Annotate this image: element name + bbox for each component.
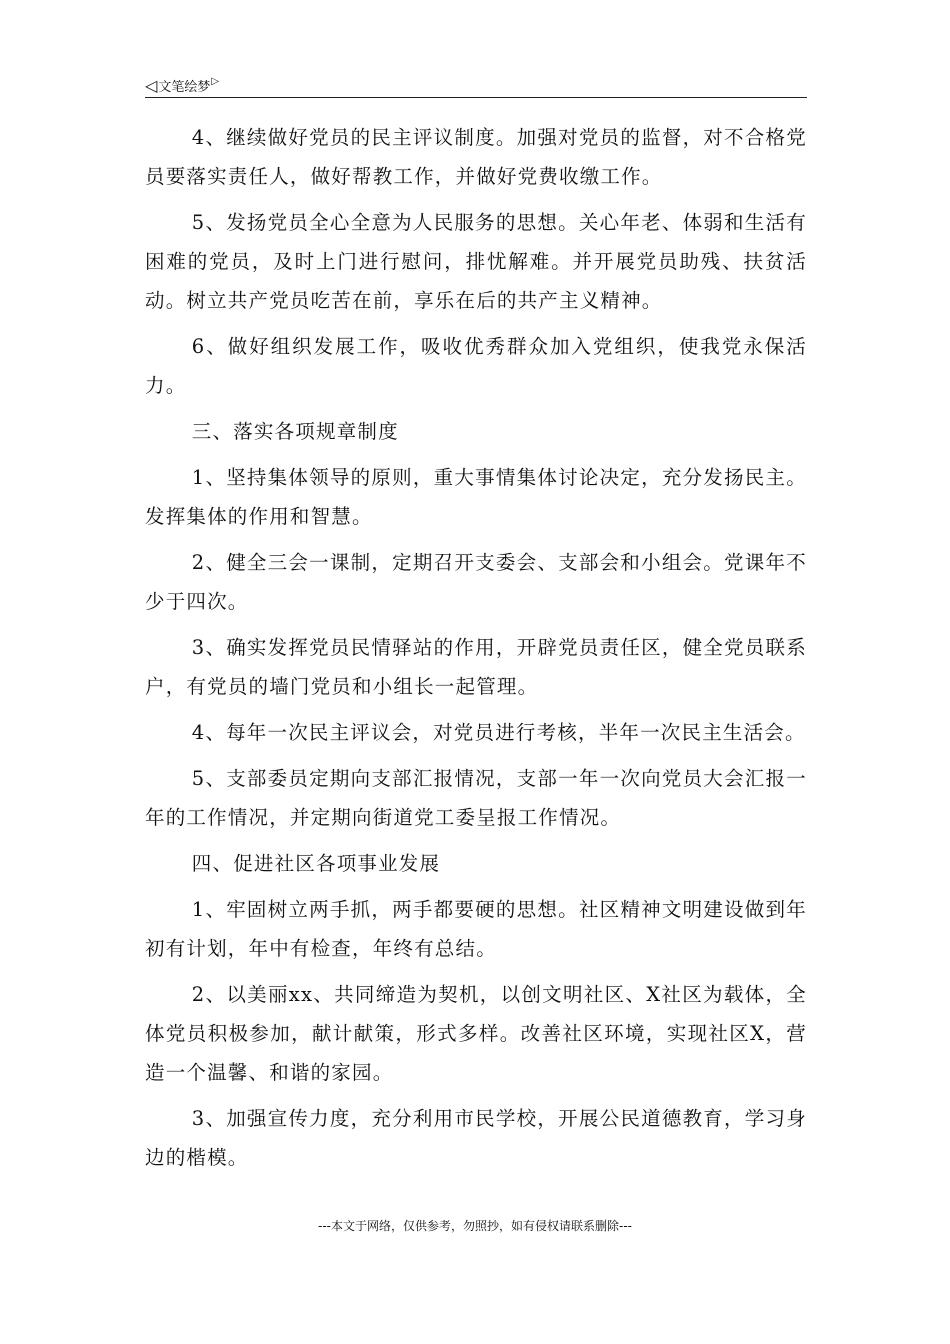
- paragraph: 2、以美丽xx、共同缔造为契机，以创文明社区、X社区为载体，全体党员积极参加，献计献策，形式多样。改善社区环境，实现社区X，营造一个温馨、和谐的家园。: [145, 983, 807, 1084]
- paragraph: 5、支部委员定期向支部汇报情况，支部一年一次向党员大会汇报一年的工作情况，并定期向街道党工委呈报工作情况。: [145, 767, 807, 829]
- paragraph: 1、坚持集体领导的原则，重大事情集体讨论决定，充分发扬民主。发挥集体的作用和智慧。: [145, 466, 807, 528]
- header-title: 文笔绘梦: [158, 80, 211, 95]
- section-heading: 四、促进社区各项事业发展: [191, 852, 441, 875]
- header-rule: [145, 97, 807, 98]
- section-heading: 三、落实各项规章制度: [191, 420, 399, 443]
- paragraph: 6、做好组织发展工作，吸收优秀群众加入党组织，使我党永保活力。: [145, 335, 807, 397]
- document-body: [145, 118, 807, 1184]
- page-footer: ---本文于网络，仅供参考，勿照抄，如有侵权请联系删除---: [318, 1219, 632, 1233]
- paragraph: 3、确实发挥党员民情驿站的作用，开辟党员责任区，健全党员联系户，有党员的墙门党员和小组长一起管理。: [145, 636, 807, 698]
- paragraph: 1、牢固树立两手抓，两手都要硬的思想。社区精神文明建设做到年初有计划，年中有检查，年终有总结。: [145, 898, 807, 960]
- left-triangle-icon: ◁: [145, 75, 158, 95]
- paragraph: 2、健全三会一课制，定期召开支委会、支部会和小组会。党课年不少于四次。: [145, 551, 807, 613]
- right-triangle-icon: ▷: [211, 75, 220, 87]
- paragraph: 4、每年一次民主评议会，对党员进行考核，半年一次民主生活会。: [191, 721, 806, 744]
- paragraph: 4、继续做好党员的民主评议制度。加强对党员的监督，对不合格党员要落实责任人，做好帮教工作，并做好党费收缴工作。: [145, 126, 807, 188]
- page-header: [145, 76, 219, 95]
- paragraph: 3、加强宣传力度，充分利用市民学校，开展公民道德教育，学习身边的楷模。: [145, 1107, 807, 1169]
- paragraph: 5、发扬党员全心全意为人民服务的思想。关心年老、体弱和生活有困难的党员，及时上门进行慰问，排忧解难。并开展党员助残、扶贫活动。树立共产党员吃苦在前，享乐在后的共产主义精神。: [145, 211, 807, 312]
